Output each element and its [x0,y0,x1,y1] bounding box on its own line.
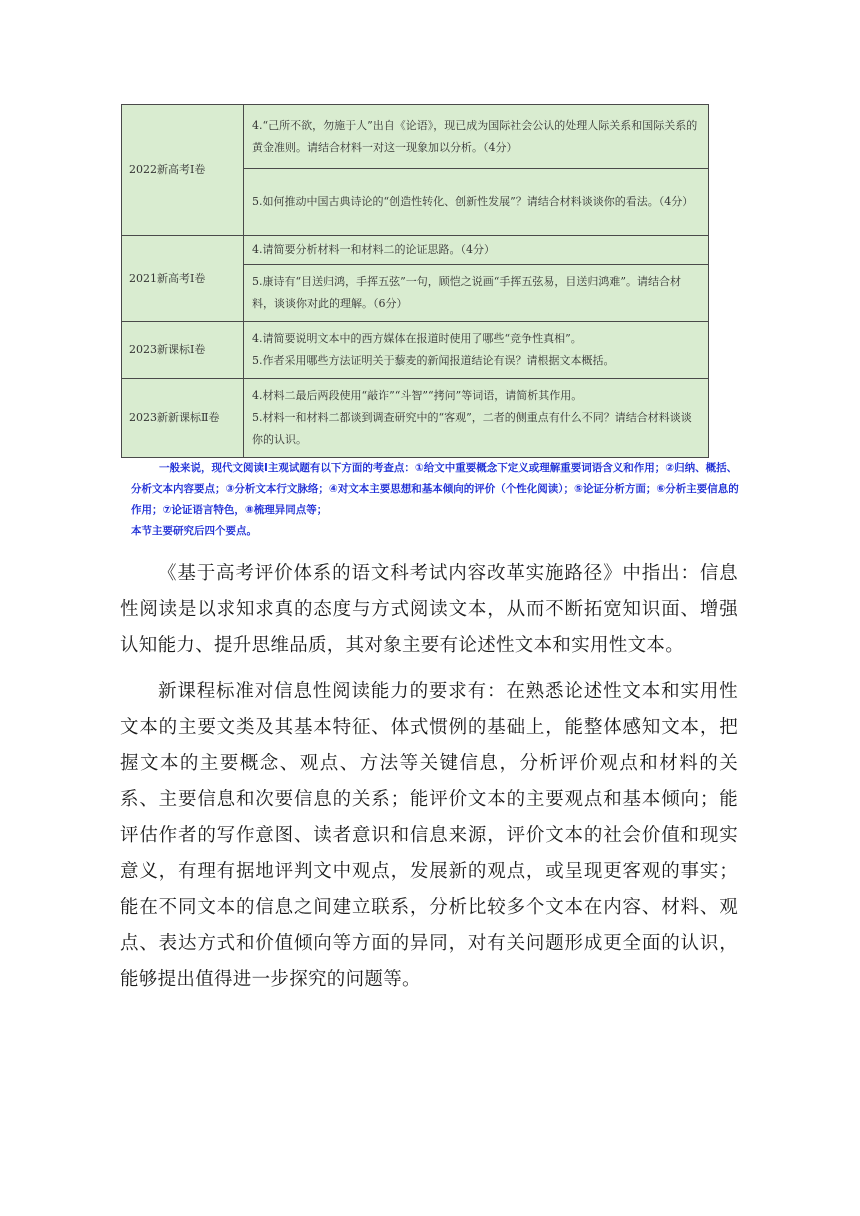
exam-name-cell: 2021新高考Ⅰ卷 [122,236,244,322]
table-row [122,105,709,169]
question-cell [244,169,709,236]
question-text: 4.请简要说明文本中的西方媒体在报道时使用了哪些“竞争性真相”。 [252,332,582,345]
exam-name-cell: 2023新新课标Ⅱ卷 [122,379,244,458]
question-text: 4.请简要分析材料一和材料二的论证思路。（4分） [252,243,495,256]
paragraph: 新课程标准对信息性阅读能力的要求有：在熟悉论述性文本和实用性文本的主要文类及其基本特征、体式惯例的基础上，能整体感知文本，把握文本的主要概念、观点、方法等关键信息，分析评价观点和材料的关系、主要信息和次要信息的关系；能评价文本的主要观点和基本倾向；能评估作者的写作意图、读者意识和信息来源，评价文本的社会价值和现实意义，有理有据地评判文中观点，发展新的观点，或呈现更客观的事实；能在不同文本的信息之间建立联系，分析比较多个文本在内容、材料、观点、表达方式和价值倾向等方面的异同，对有关问题形成更全面的认识，能够提出值得进一步探究的问题等。 [120,681,738,990]
question-text: 4.材料二最后两段使用“敲诈”“斗智”“拷问”等词语，请简析其作用。 [252,389,583,402]
table-row [122,379,709,458]
question-text: 4.“己所不欲，勿施于人”出自《论语》，现已成为国际社会公认的处理人际关系和国际关系的黄金准则。请结合材料一对这一现象加以分析。（4分） [252,118,698,154]
table-row [122,236,709,265]
paragraph: 《基于高考评价体系的语文科考试内容改革实施路径》中指出：信息性阅读是以求知求真的态度与方式阅读文本，从而不断拓宽知识面、增强认知能力、提升思维品质，其对象主要有论述性文本和实用性文本。 [120,563,738,656]
note-line: 一般来说，现代文阅读Ⅰ主观试题有以下方面的考查点：①给文中重要概念下定义或理解重要词语含义和作用；②归纳、概括、分析文本内容要点；③分析文本行文脉络；④对文本主要思想和基本倾向的评价（个性化阅读）；⑤论证分析方面；⑥分析主要信息的作用；⑦论证语言特色，⑧梳理异同点等； [131,462,739,516]
exam-points-note [131,458,741,542]
exam-name-cell: 2023新课标Ⅰ卷 [122,322,244,379]
table-row [122,322,709,379]
question-text: 5.作者采用哪些方法证明关于藜麦的新闻报道结论有误？请根据文本概括。 [252,354,615,367]
note-line: 本节主要研究后四个要点。 [131,525,257,537]
question-cell [244,236,709,265]
question-cell [244,105,709,169]
question-text: 5.康诗有“目送归鸿，手挥五弦”一句，顾恺之说画“手挥五弦易，目送归鸿难”。请结合材料，谈谈你对此的理解。（6分） [252,275,681,310]
question-text: 5.材料一和材料二都谈到调查研究中的“客观”，二者的侧重点有什么不同？请结合材料谈谈你的认识。 [252,411,692,446]
exam-questions-table [121,104,709,458]
question-cell [244,265,709,322]
body-text [120,556,738,1008]
question-text: 5.如何推动中国古典诗论的“创造性转化、创新性发展”？请结合材料谈谈你的看法。（4分） [252,195,694,209]
exam-name-cell: 2022新高考Ⅰ卷 [122,105,244,236]
question-cell [244,379,709,458]
question-cell [244,322,709,379]
